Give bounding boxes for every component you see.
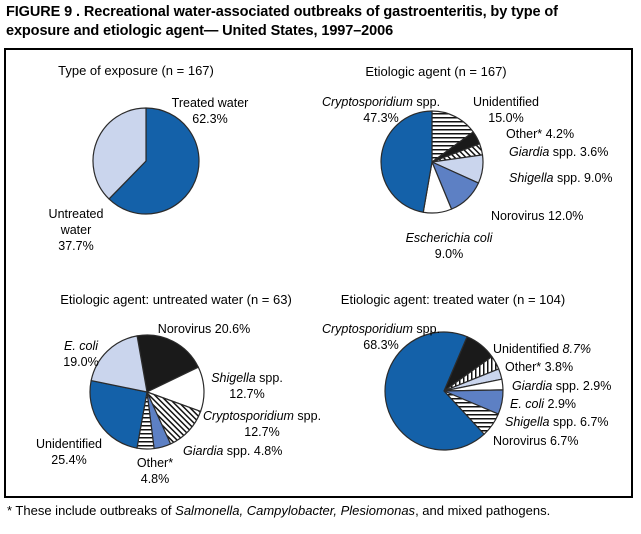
pie-chart-etiologic-agent-untreated: [88, 333, 206, 451]
panel-title-type-of-exposure: Type of exposure (n = 167): [58, 63, 214, 78]
pie-label-e-coli: E. coli 2.9%: [510, 397, 577, 411]
pie-label-shigella-spp: Shigella spp. 9.0%: [509, 171, 613, 185]
pie-label-unidentified: Unidentified 8.7%: [493, 342, 591, 356]
pie-label-other: Other* 4.8%: [136, 456, 174, 486]
pie-label-giardia-spp: Giardia spp. 2.9%: [512, 379, 612, 393]
pie-slice-cryptosporidium-spp: [381, 111, 432, 212]
pie-label-other: Other* 3.8%: [505, 360, 574, 374]
footnote: [7, 503, 550, 519]
pie-label-norovirus: Norovirus 12.0%: [491, 209, 584, 223]
footnote-post: , and mixed pathogens.: [415, 503, 551, 518]
pie-label-unidentified: Unidentified 25.4%: [35, 437, 103, 467]
figure-title-line2: exposure and etiologic agent— United States, 1997–2006: [6, 23, 394, 39]
pie-label-shigella-spp: Shigella spp. 12.7%: [211, 371, 283, 401]
pie-label-giardia-spp: Giardia spp. 4.8%: [183, 444, 283, 458]
pie-label-treated-water: Treated water 62.3%: [171, 96, 249, 126]
footnote-pre: * These include outbreaks of: [7, 503, 176, 518]
footnote-italic-pathogens: Salmonella, Campylobacter, Plesiomonas: [175, 503, 416, 518]
pie-label-giardia-spp: Giardia spp. 3.6%: [509, 145, 609, 159]
pie-label-other: Other* 4.2%: [506, 127, 575, 141]
pie-label-unidentified: Unidentified 15.0%: [472, 95, 540, 125]
figure-title: [6, 3, 558, 41]
pie-label-shigella-spp: Shigella spp. 6.7%: [505, 415, 609, 429]
pie-label-escherichia-coli: Escherichia coli 9.0%: [405, 231, 493, 261]
pie-label-cryptosporidium-spp: Cryptosporidium spp. 47.3%: [321, 95, 441, 125]
pie-label-e-coli: E. coli 19.0%: [63, 339, 99, 369]
pie-label-norovirus: Norovirus 6.7%: [493, 434, 579, 448]
pie-label-untreated-water: Untreated water 37.7%: [48, 207, 104, 253]
panel-title-etiologic-agent: Etiologic agent (n = 167): [365, 64, 507, 79]
panel-title-etiologic-agent-untreated: Etiologic agent: untreated water (n = 63): [60, 292, 292, 307]
panel-title-etiologic-agent-treated: Etiologic agent: treated water (n = 104): [340, 292, 566, 307]
pie-label-cryptosporidium-spp: Cryptosporidium spp. 12.7%: [202, 409, 322, 439]
figure-title-line1: FIGURE 9 . Recreational water-associated outbreaks of gastroenteritis, by type of: [6, 4, 558, 20]
pie-label-cryptosporidium-spp: Cryptosporidium spp. 68.3%: [321, 322, 441, 352]
pie-label-norovirus: Norovirus 20.6%: [157, 322, 251, 336]
